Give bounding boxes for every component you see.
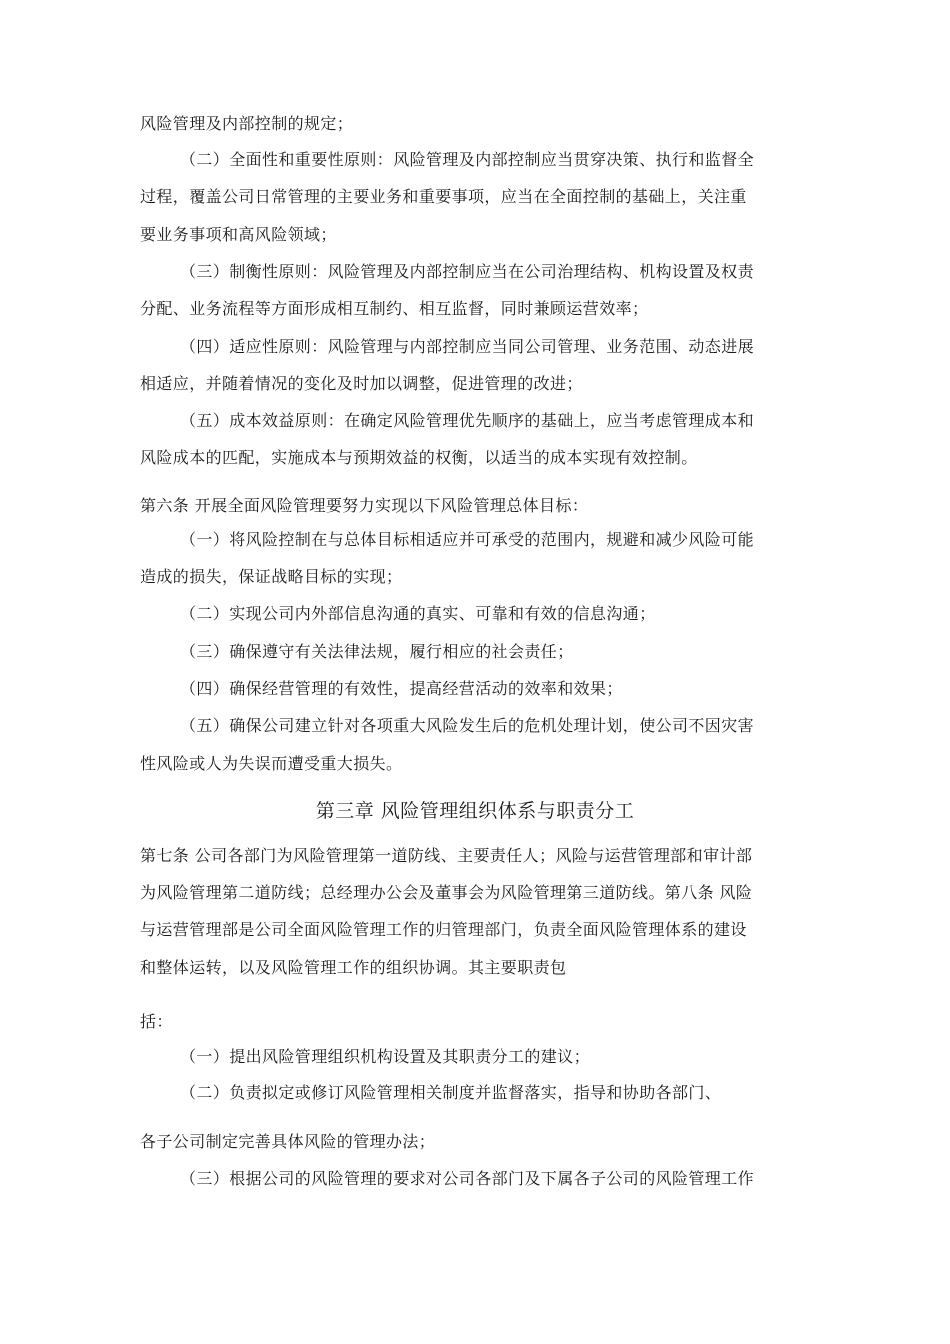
text-line: 各子公司制定完善具体风险的管理办法； — [140, 1132, 436, 1151]
text-line: 和整体运转，以及风险管理工作的组织协调。其主要职责包 — [140, 958, 567, 977]
article-line: 第六条 开展全面风险管理要努力实现以下风险管理总体目标： — [140, 496, 589, 515]
text-line: （二）负责拟定或修订风险管理相关制度并监督落实，指导和协助各部门、 — [180, 1083, 722, 1102]
text-line: 过程，覆盖公司日常管理的主要业务和重要事项，应当在全面控制的基础上，关注重 — [140, 187, 747, 206]
text-line: 要业务事项和高风险领域； — [140, 225, 337, 244]
text-line: （一）提出风险管理组织机构设置及其职责分工的建议； — [180, 1047, 591, 1066]
text-line: 为风险管理第二道防线；总经理办公会及董事会为风险管理第三道防线。第八条 风险 — [140, 883, 753, 902]
text-line: （四）确保经营管理的有效性，提高经营活动的效率和效果； — [180, 679, 623, 698]
text-line: （二）全面性和重要性原则：风险管理及内部控制应当贯穿决策、执行和监督全 — [180, 150, 755, 169]
text-line: 相适应，并随着情况的变化及时加以调整，促进管理的改进； — [140, 374, 583, 393]
text-line: 风险管理及内部控制的规定； — [140, 114, 354, 133]
text-line: （五）成本效益原则：在确定风险管理优先顺序的基础上，应当考虑管理成本和 — [180, 411, 755, 430]
text-line: （三）根据公司的风险管理的要求对公司各部门及下属各子公司的风险管理工作 — [180, 1169, 755, 1188]
text-line: （一）将风险控制在与总体目标相适应并可承受的范围内，规避和减少风险可能 — [180, 530, 755, 549]
text-line: （五）确保公司建立针对各项重大风险发生后的危机处理计划，使公司不因灾害 — [180, 716, 755, 735]
article-line: 第七条 公司各部门为风险管理第一道防线、主要责任人；风险与运营管理部和审计部 — [140, 846, 753, 865]
text-line: （二）实现公司内外部信息沟通的真实、可靠和有效的信息沟通； — [180, 604, 656, 623]
text-line: 括： — [140, 1012, 173, 1031]
text-line: 造成的损失，保证战略目标的实现； — [140, 567, 403, 586]
text-line: （三）确保遵守有关法律法规，履行相应的社会责任； — [180, 642, 574, 661]
text-line: （四）适应性原则：风险管理与内部控制应当同公司管理、业务范围、动态进展 — [180, 337, 755, 356]
text-line: 风险成本的匹配，实施成本与预期效益的权衡，以适当的成本实现有效控制。 — [140, 448, 698, 467]
text-line: 与运营管理部是公司全面风险管理工作的归管理部门，负责全面风险管理体系的建设 — [140, 920, 747, 939]
chapter-heading: 第三章 风险管理组织体系与职责分工 — [315, 800, 635, 822]
text-line: 分配、业务流程等方面形成相互制约、相互监督，同时兼顾运营效率； — [140, 299, 649, 318]
text-line: （三）制衡性原则：风险管理及内部控制应当在公司治理结构、机构设置及权责 — [180, 262, 755, 281]
text-line: 性风险或人为失误而遭受重大损失。 — [140, 754, 403, 773]
